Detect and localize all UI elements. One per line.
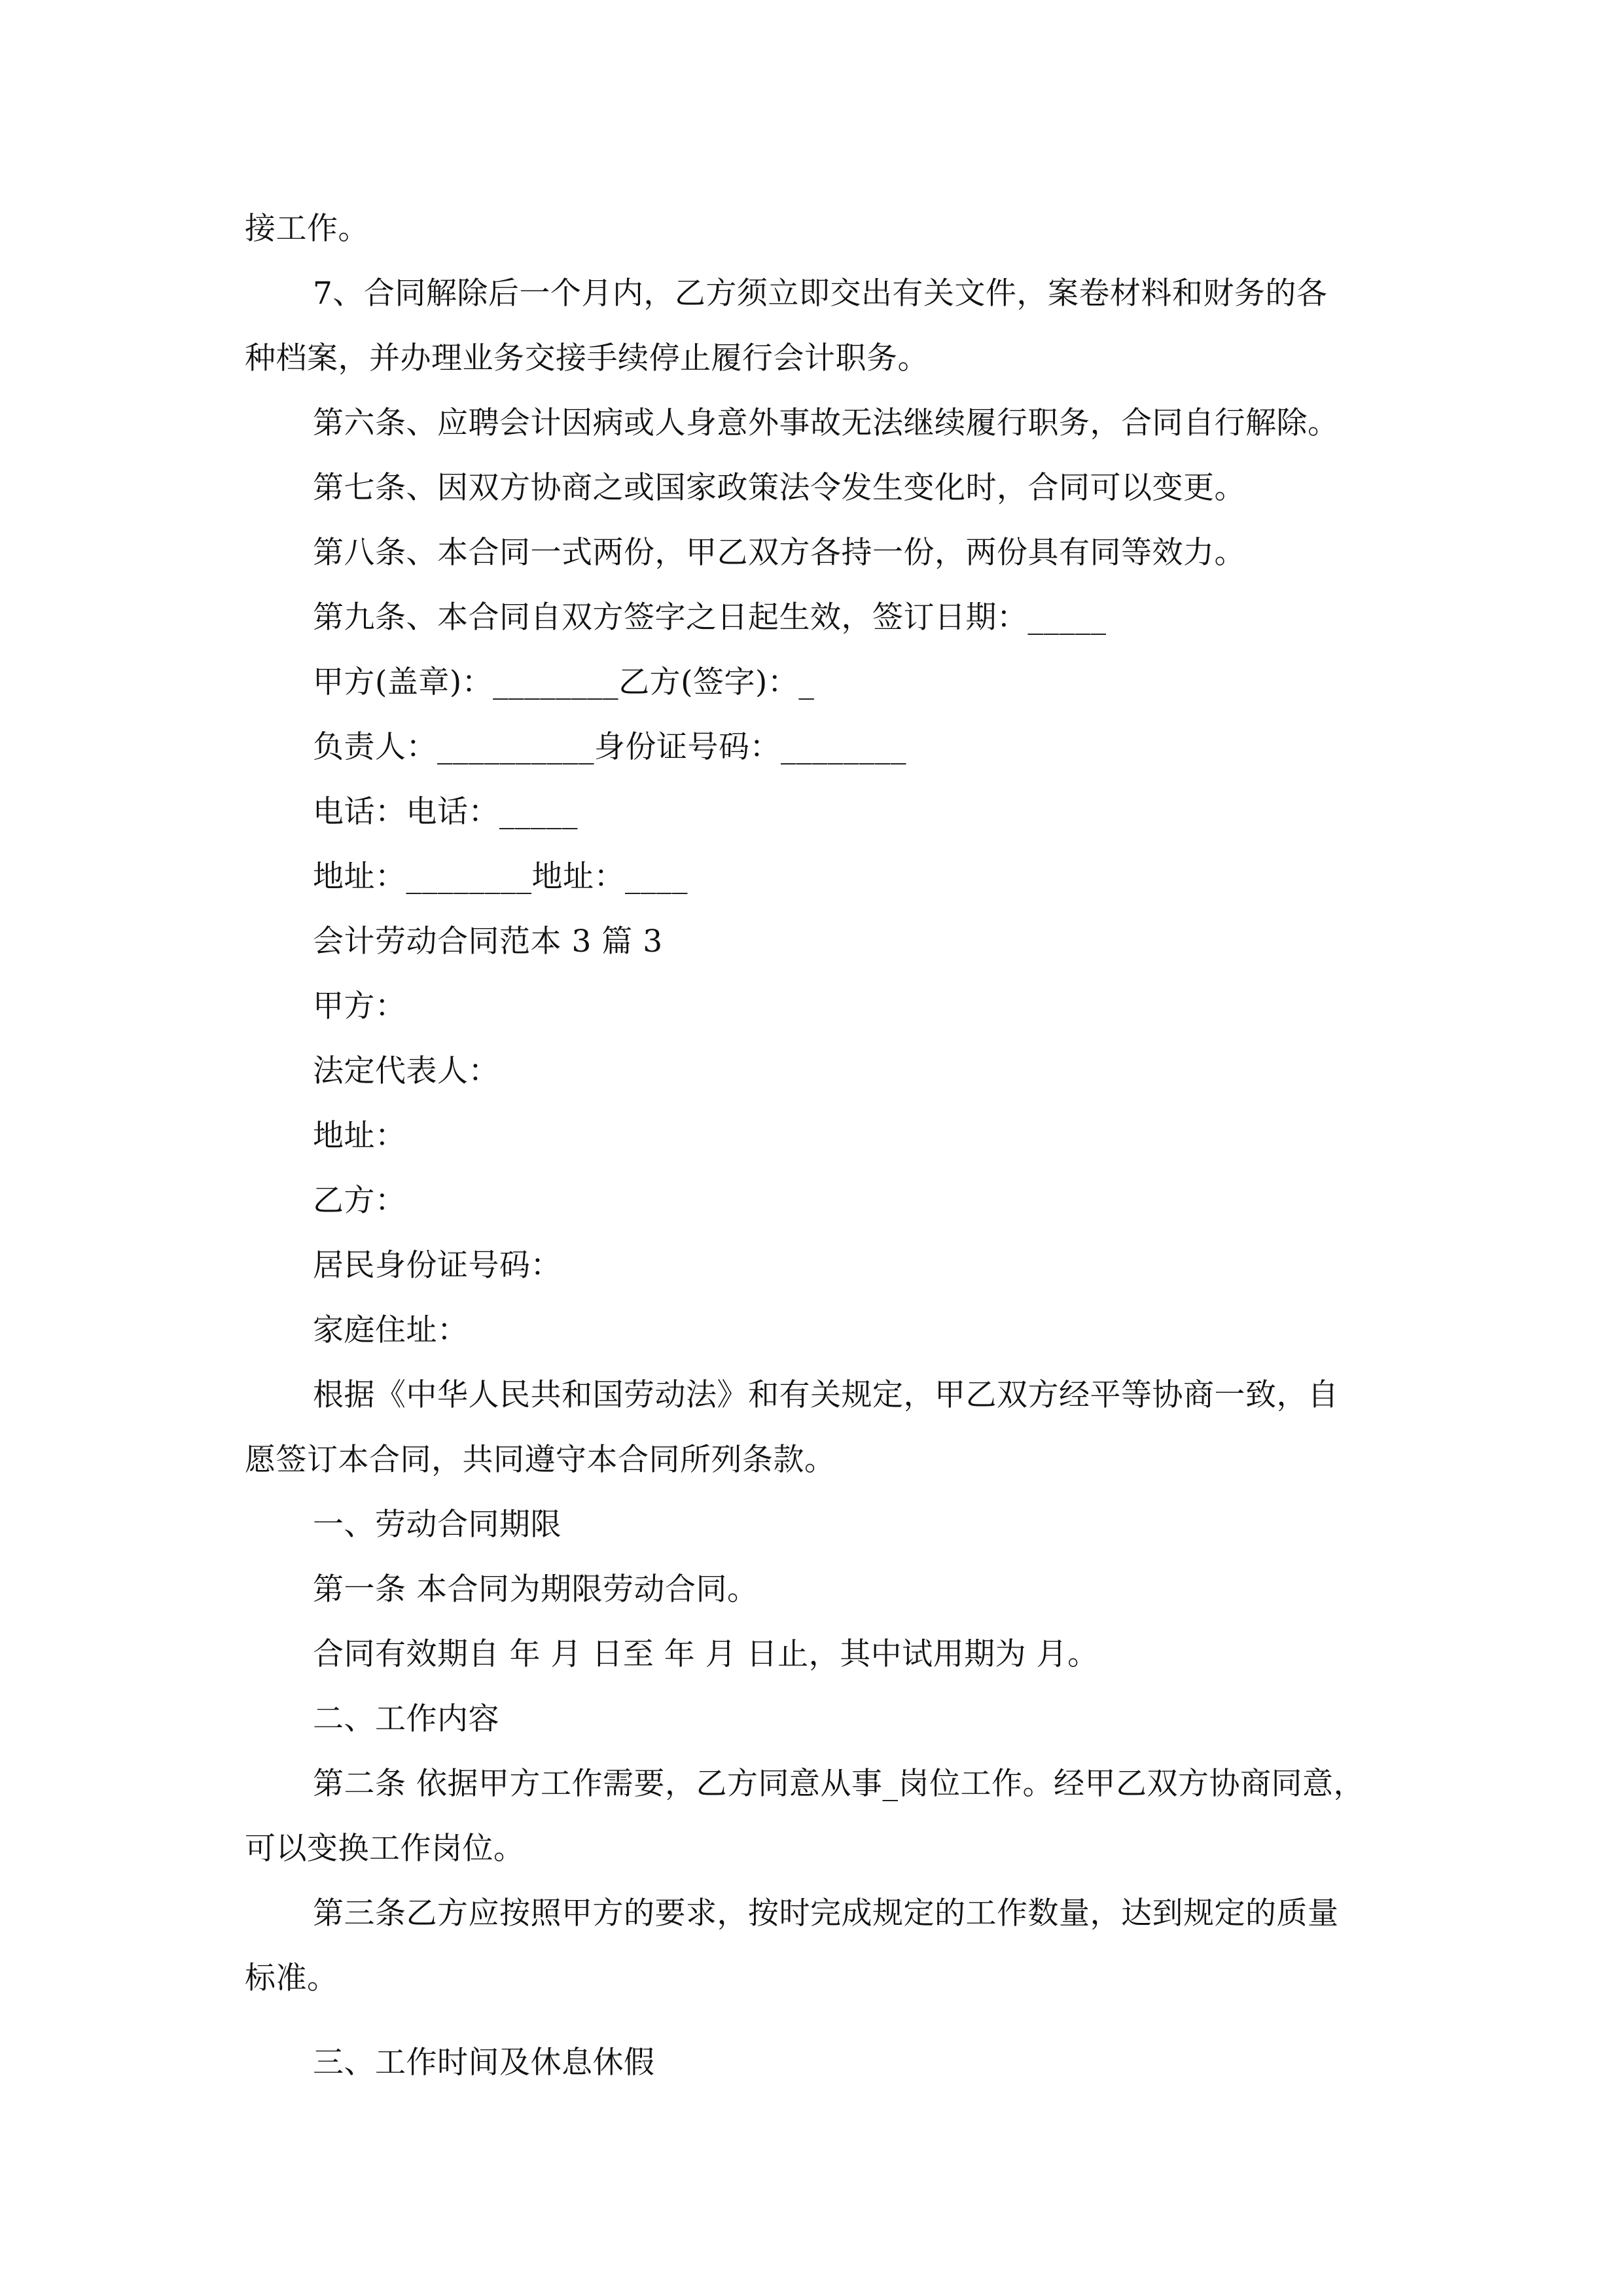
section-title: 会计劳动合同范本 3 篇 3 [313, 924, 663, 960]
text-line-25: 第二条 依据甲方工作需要，乙方同意从事_岗位工作。经甲乙双方协商同意， [313, 1766, 1364, 1802]
text-line-28: 标准。 [245, 1960, 338, 1996]
text-line-4: 第六条、应聘会计因病或人身意外事故无法继续履行职务，合同自行解除。 [313, 405, 1339, 441]
text-line-11: 地址：________地址：____ [313, 859, 688, 895]
text-line-3: 种档案，并办理业务交接手续停止履行会计职务。 [245, 340, 929, 376]
text-line-15: 地址： [313, 1118, 406, 1154]
text-line-13: 甲方： [313, 988, 406, 1024]
text-line-5: 第七条、因双方协商之或国家政策法令发生变化时，合同可以变更。 [313, 470, 1245, 506]
text-line-24: 二、工作内容 [313, 1701, 499, 1737]
text-line-10: 电话：电话：_____ [313, 794, 578, 830]
text-line-21: 一、劳动合同期限 [313, 1507, 562, 1543]
text-line-8: 甲方(盖章)：________乙方(签字)：_ [313, 664, 815, 700]
text-line-18: 家庭住址： [313, 1312, 469, 1348]
text-line-1: 接工作。 [245, 211, 369, 247]
document-body [245, 196, 1380, 2095]
text-line-14: 法定代表人： [313, 1053, 499, 1089]
text-line-23: 合同有效期自 年 月 日至 年 月 日止，其中试用期为 月。 [313, 1636, 1099, 1672]
text-line-29: 三、工作时间及休息休假 [313, 2045, 655, 2081]
text-line-19: 根据《中华人民共和国劳动法》和有关规定，甲乙双方经平等协商一致，自 [313, 1377, 1339, 1413]
text-line-6: 第八条、本合同一式两份，甲乙双方各持一份，两份具有同等效力。 [313, 535, 1245, 571]
paragraph-gap [245, 2011, 1380, 2030]
text-line-9: 负责人：__________身份证号码：________ [313, 729, 906, 765]
text-line-2: 7、合同解除后一个月内，乙方须立即交出有关文件，案卷材料和财务的各 [313, 276, 1328, 312]
text-line-17: 居民身份证号码： [313, 1247, 562, 1283]
text-line-22: 第一条 本合同为期限劳动合同。 [313, 1571, 758, 1607]
text-line-20: 愿签订本合同，共同遵守本合同所列条款。 [245, 1442, 836, 1478]
text-line-26: 可以变换工作岗位。 [245, 1831, 525, 1867]
text-line-16: 乙方： [313, 1183, 406, 1219]
text-line-27: 第三条乙方应按照甲方的要求，按时完成规定的工作数量，达到规定的质量 [313, 1895, 1339, 1931]
text-line-7: 第九条、本合同自双方签字之日起生效，签订日期：_____ [313, 600, 1107, 636]
